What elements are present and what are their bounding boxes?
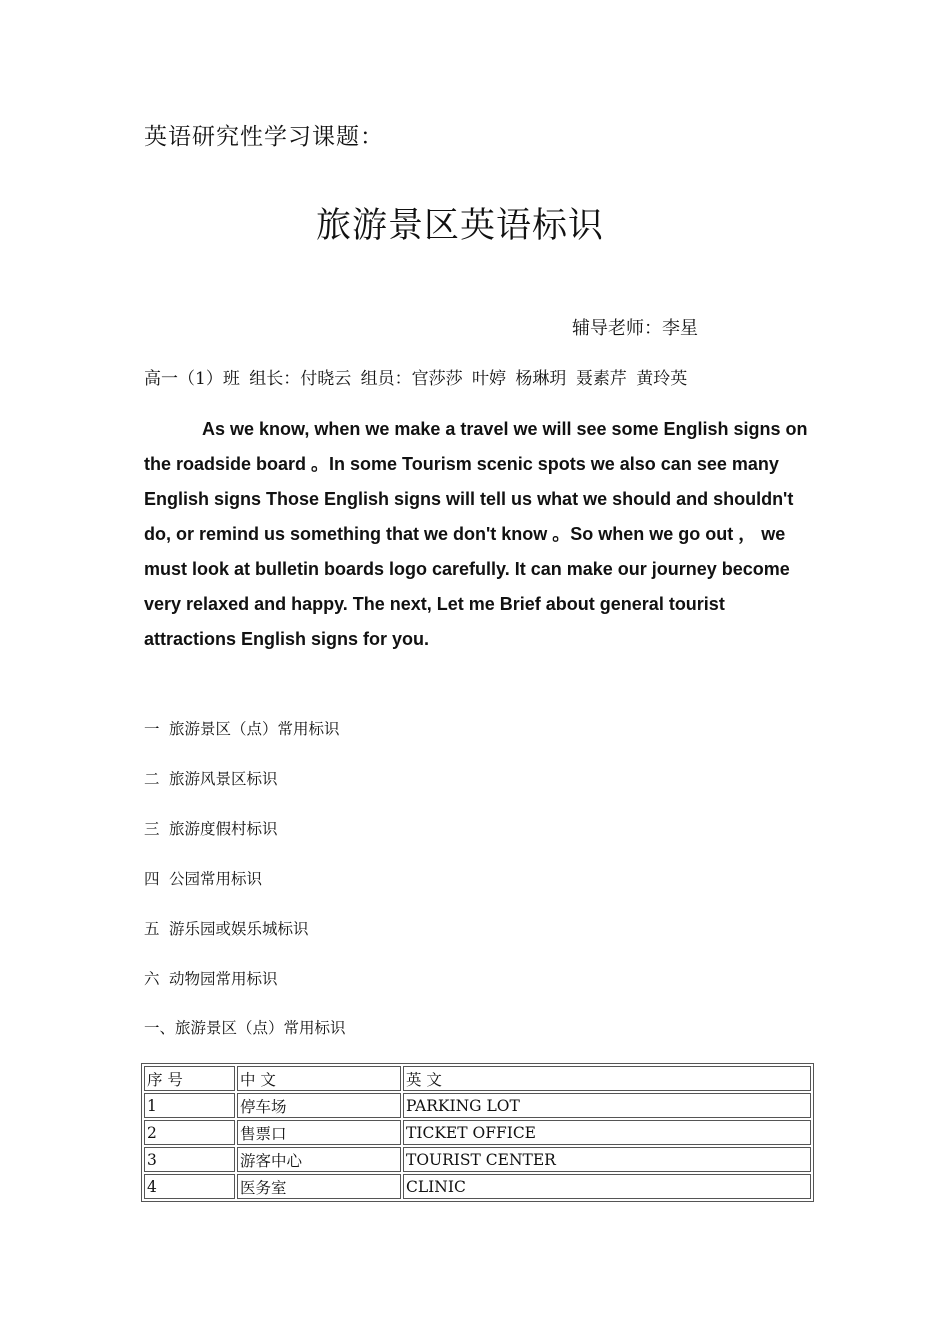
cell-english: TOURIST CENTER	[403, 1147, 811, 1172]
toc-label: 动物园常用标识	[169, 970, 278, 988]
cell-number: 3	[144, 1147, 235, 1172]
toc-label: 旅游度假村标识	[169, 820, 278, 838]
intro-text: As we know, when we make a travel we will see some English signs on the roadside board 。In some Tourism scenic spots we also can see many English signs Those English signs will tell us what we should and shouldn't do, or remind us something that we don't know 。So when we go out ， we must look at bulletin boards logo carefully. It can make our journey become very relaxed and happy. The next, Let me Brief about general tourist attractions English signs for you.	[144, 419, 808, 649]
topic-label: 英语研究性学习课题：	[144, 124, 384, 150]
signs-table	[141, 1063, 814, 1202]
section-heading: 一、旅游景区（点）常用标识	[144, 1019, 346, 1037]
toc-item	[144, 967, 340, 1017]
toc-label: 旅游景区（点）常用标识	[169, 720, 340, 738]
cell-number: 1	[144, 1093, 235, 1118]
cell-chinese: 游客中心	[237, 1147, 401, 1172]
table-row	[144, 1093, 811, 1118]
toc-number: 二	[144, 770, 160, 788]
toc-label: 游乐园或娱乐城标识	[169, 920, 309, 938]
advisor-line: 辅导老师：李星	[572, 318, 698, 339]
toc-item	[144, 817, 340, 867]
cell-chinese: 售票口	[237, 1120, 401, 1145]
toc-label: 旅游风景区标识	[169, 770, 278, 788]
header-cell-chinese: 中 文	[237, 1066, 401, 1091]
members-line: 高一（1）班 组长：付晓云 组员：官莎莎 叶婷 杨琳玥 聂素芹 黄玲英	[144, 369, 688, 389]
cell-number: 2	[144, 1120, 235, 1145]
toc-item	[144, 867, 340, 917]
cell-chinese: 停车场	[237, 1093, 401, 1118]
header-cell-number: 序 号	[144, 1066, 235, 1091]
cell-chinese: 医务室	[237, 1174, 401, 1199]
document-title: 旅游景区英语标识	[315, 206, 604, 246]
header-cell-english: 英 文	[403, 1066, 811, 1091]
toc-number: 三	[144, 820, 160, 838]
toc-item	[144, 917, 340, 967]
table-header-row	[144, 1066, 811, 1091]
table-of-contents	[144, 717, 340, 1017]
toc-number: 四	[144, 870, 160, 888]
toc-item	[144, 717, 340, 767]
table-row	[144, 1147, 811, 1172]
toc-item	[144, 767, 340, 817]
table-row	[144, 1120, 811, 1145]
toc-number: 六	[144, 970, 160, 988]
cell-english: PARKING LOT	[403, 1093, 811, 1118]
toc-number: 一	[144, 720, 160, 738]
intro-paragraph	[144, 412, 816, 657]
toc-label: 公园常用标识	[169, 870, 263, 888]
toc-number: 五	[144, 920, 160, 938]
cell-english: CLINIC	[403, 1174, 811, 1199]
table-row	[144, 1174, 811, 1199]
cell-number: 4	[144, 1174, 235, 1199]
cell-english: TICKET OFFICE	[403, 1120, 811, 1145]
